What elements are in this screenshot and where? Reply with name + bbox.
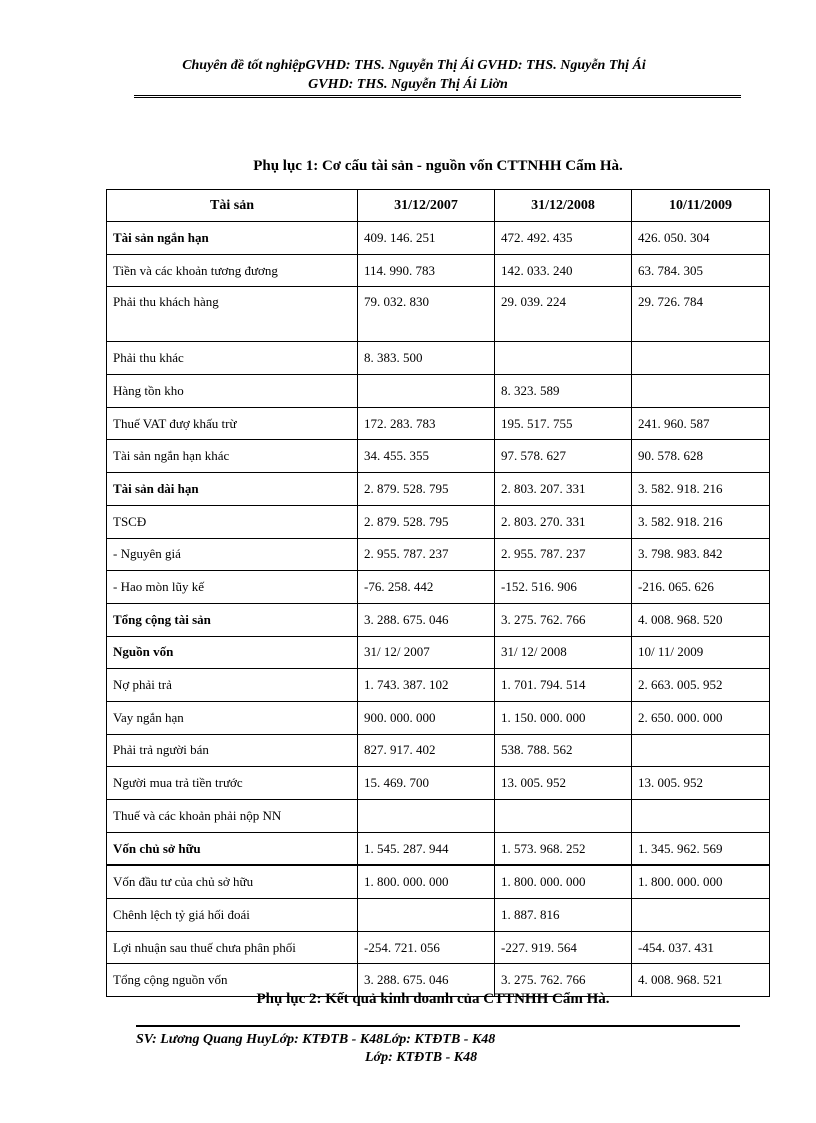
table-cell: 114. 990. 783	[358, 254, 495, 287]
table-cell: 1. 800. 000. 000	[358, 865, 495, 898]
table-cell: -216. 065. 626	[632, 571, 770, 604]
table-cell: 4. 008. 968. 521	[632, 964, 770, 997]
table-cell	[495, 342, 632, 375]
table-cell: 90. 578. 628	[632, 440, 770, 473]
table-cell: 63. 784. 305	[632, 254, 770, 287]
table-cell: -254. 721. 056	[358, 931, 495, 964]
row-label: Tài sản ngắn hạn	[107, 222, 358, 255]
table-cell: 13. 005. 952	[632, 767, 770, 800]
table-cell: 2. 955. 787. 237	[358, 538, 495, 571]
table-cell: 1. 545. 287. 944	[358, 832, 495, 865]
row-label: Phải thu khác	[107, 342, 358, 375]
table-row	[107, 538, 770, 571]
table-row	[107, 734, 770, 767]
table-cell: 2. 650. 000. 000	[632, 701, 770, 734]
row-label: Tài sản dài hạn	[107, 473, 358, 506]
table-cell: 472. 492. 435	[495, 222, 632, 255]
table-row	[107, 899, 770, 932]
table-cell: 538. 788. 562	[495, 734, 632, 767]
table-row	[107, 473, 770, 506]
row-label: Phải thu khách hàng	[107, 287, 358, 342]
table-cell: 34. 455. 355	[358, 440, 495, 473]
table-cell: 172. 283. 783	[358, 407, 495, 440]
page-footer	[0, 1031, 816, 1067]
header-line-2: GVHD: THS. Nguyễn Thị Ái Liờn	[308, 77, 508, 92]
table-cell: 4. 008. 968. 520	[632, 603, 770, 636]
table-row	[107, 571, 770, 604]
table-cell: 10/ 11/ 2009	[632, 636, 770, 669]
row-label: TSCĐ	[107, 505, 358, 538]
appendix-1-title: Phụ lục 1: Cơ cấu tài sản - nguồn vốn CTTNHH Cẩm Hà.	[253, 158, 623, 174]
table-cell	[358, 899, 495, 932]
table-cell: 2. 955. 787. 237	[495, 538, 632, 571]
table-cell: 195. 517. 755	[495, 407, 632, 440]
table-row	[107, 505, 770, 538]
table-cell: -76. 258. 442	[358, 571, 495, 604]
table-cell: 2. 663. 005. 952	[632, 669, 770, 702]
table-cell: 1. 743. 387. 102	[358, 669, 495, 702]
table-cell: 29. 039. 224	[495, 287, 632, 342]
table-cell: 97. 578. 627	[495, 440, 632, 473]
column-header: 31/12/2007	[358, 190, 495, 222]
table-cell: 1. 573. 968. 252	[495, 832, 632, 865]
table-cell: 31/ 12/ 2008	[495, 636, 632, 669]
table-cell: 426. 050. 304	[632, 222, 770, 255]
table-header-row	[107, 190, 770, 222]
page-header	[0, 56, 816, 94]
table-row	[107, 254, 770, 287]
table-row	[107, 701, 770, 734]
table-row	[107, 865, 770, 898]
row-label: Vốn chủ sở hữu	[107, 832, 358, 865]
table-cell: 3. 582. 918. 216	[632, 505, 770, 538]
table-row	[107, 407, 770, 440]
table-cell: -152. 516. 906	[495, 571, 632, 604]
table-row	[107, 342, 770, 375]
table-cell: -227. 919. 564	[495, 931, 632, 964]
table-cell	[632, 734, 770, 767]
row-label: Tổng cộng nguồn vốn	[107, 964, 358, 997]
column-header: 31/12/2008	[495, 190, 632, 222]
row-label: Thuế VAT đượ khấu trừ	[107, 407, 358, 440]
balance-sheet-table	[106, 189, 770, 997]
column-header: 10/11/2009	[632, 190, 770, 222]
table-cell: 3. 798. 983. 842	[632, 538, 770, 571]
header-rule	[134, 95, 741, 98]
table-cell: 31/ 12/ 2007	[358, 636, 495, 669]
table-cell: 827. 917. 402	[358, 734, 495, 767]
table-row	[107, 832, 770, 865]
table-cell: 1. 150. 000. 000	[495, 701, 632, 734]
table-cell: 142. 033. 240	[495, 254, 632, 287]
row-label: Tiền và các khoản tương đương	[107, 254, 358, 287]
table-cell: 1. 800. 000. 000	[632, 865, 770, 898]
table-row	[107, 375, 770, 408]
table-cell: 900. 000. 000	[358, 701, 495, 734]
table-cell: 15. 469. 700	[358, 767, 495, 800]
table-cell: 241. 960. 587	[632, 407, 770, 440]
row-label: Lợi nhuận sau thuế chưa phân phối	[107, 931, 358, 964]
table-row	[107, 767, 770, 800]
table-cell: 79. 032. 830	[358, 287, 495, 342]
table-cell: 2. 879. 528. 795	[358, 505, 495, 538]
table-cell	[358, 375, 495, 408]
table-cell	[358, 800, 495, 833]
row-label: Nguồn vốn	[107, 636, 358, 669]
table-cell: 13. 005. 952	[495, 767, 632, 800]
row-label: Tổng cộng tài sản	[107, 603, 358, 636]
row-label: Người mua trả tiền trước	[107, 767, 358, 800]
row-label: Phải trả người bán	[107, 734, 358, 767]
table-cell: 1. 701. 794. 514	[495, 669, 632, 702]
table-cell: 3. 582. 918. 216	[632, 473, 770, 506]
table-cell: 29. 726. 784	[632, 287, 770, 342]
header-line-1: Chuyên đề tốt nghiệpGVHD: THS. Nguyễn Thị Ái GVHD: THS. Nguyễn Thị Ái	[182, 58, 646, 73]
row-label: Tài sản ngắn hạn khác	[107, 440, 358, 473]
table-cell	[632, 375, 770, 408]
table-row	[107, 636, 770, 669]
row-label: Vay ngắn hạn	[107, 701, 358, 734]
table-cell	[632, 899, 770, 932]
row-label: Chênh lệch tỷ giá hối đoái	[107, 899, 358, 932]
table-cell: 2. 879. 528. 795	[358, 473, 495, 506]
table-cell: 1. 345. 962. 569	[632, 832, 770, 865]
row-label: - Nguyên giá	[107, 538, 358, 571]
appendix-2-title: Phụ lục 2: Kết quả kinh doanh của CTTNHH Cẩm Hà.	[256, 991, 610, 1007]
table-cell: 8. 383. 500	[358, 342, 495, 375]
table-cell: -454. 037. 431	[632, 931, 770, 964]
table-cell: 2. 803. 207. 331	[495, 473, 632, 506]
table-cell: 8. 323. 589	[495, 375, 632, 408]
table-row	[107, 669, 770, 702]
table-row	[107, 440, 770, 473]
table-cell: 409. 146. 251	[358, 222, 495, 255]
row-label: Vốn đầu tư của chủ sở hữu	[107, 865, 358, 898]
row-label: Thuế và các khoản phải nộp NN	[107, 800, 358, 833]
row-label: Hàng tồn kho	[107, 375, 358, 408]
table-cell	[495, 800, 632, 833]
footer-line-1: SV: Lương Quang HuyLớp: KTĐTB - K48Lớp: KTĐTB - K48	[136, 1032, 496, 1047]
column-header: Tài sản	[107, 190, 358, 222]
table-cell	[632, 342, 770, 375]
table-row	[107, 287, 770, 342]
table-cell	[632, 800, 770, 833]
table-row	[107, 931, 770, 964]
footer-rule	[136, 1025, 740, 1027]
table-row	[107, 222, 770, 255]
table-cell: 2. 803. 270. 331	[495, 505, 632, 538]
table-row	[107, 603, 770, 636]
table-cell: 1. 887. 816	[495, 899, 632, 932]
table-cell: 3. 288. 675. 046	[358, 964, 495, 997]
table-cell: 1. 800. 000. 000	[495, 865, 632, 898]
table-row	[107, 800, 770, 833]
footer-line-2: Lớp: KTĐTB - K48	[365, 1050, 478, 1065]
table-cell: 3. 275. 762. 766	[495, 964, 632, 997]
row-label: Nợ phải trả	[107, 669, 358, 702]
row-label: - Hao mòn lũy kế	[107, 571, 358, 604]
table-cell: 3. 275. 762. 766	[495, 603, 632, 636]
table-cell: 3. 288. 675. 046	[358, 603, 495, 636]
